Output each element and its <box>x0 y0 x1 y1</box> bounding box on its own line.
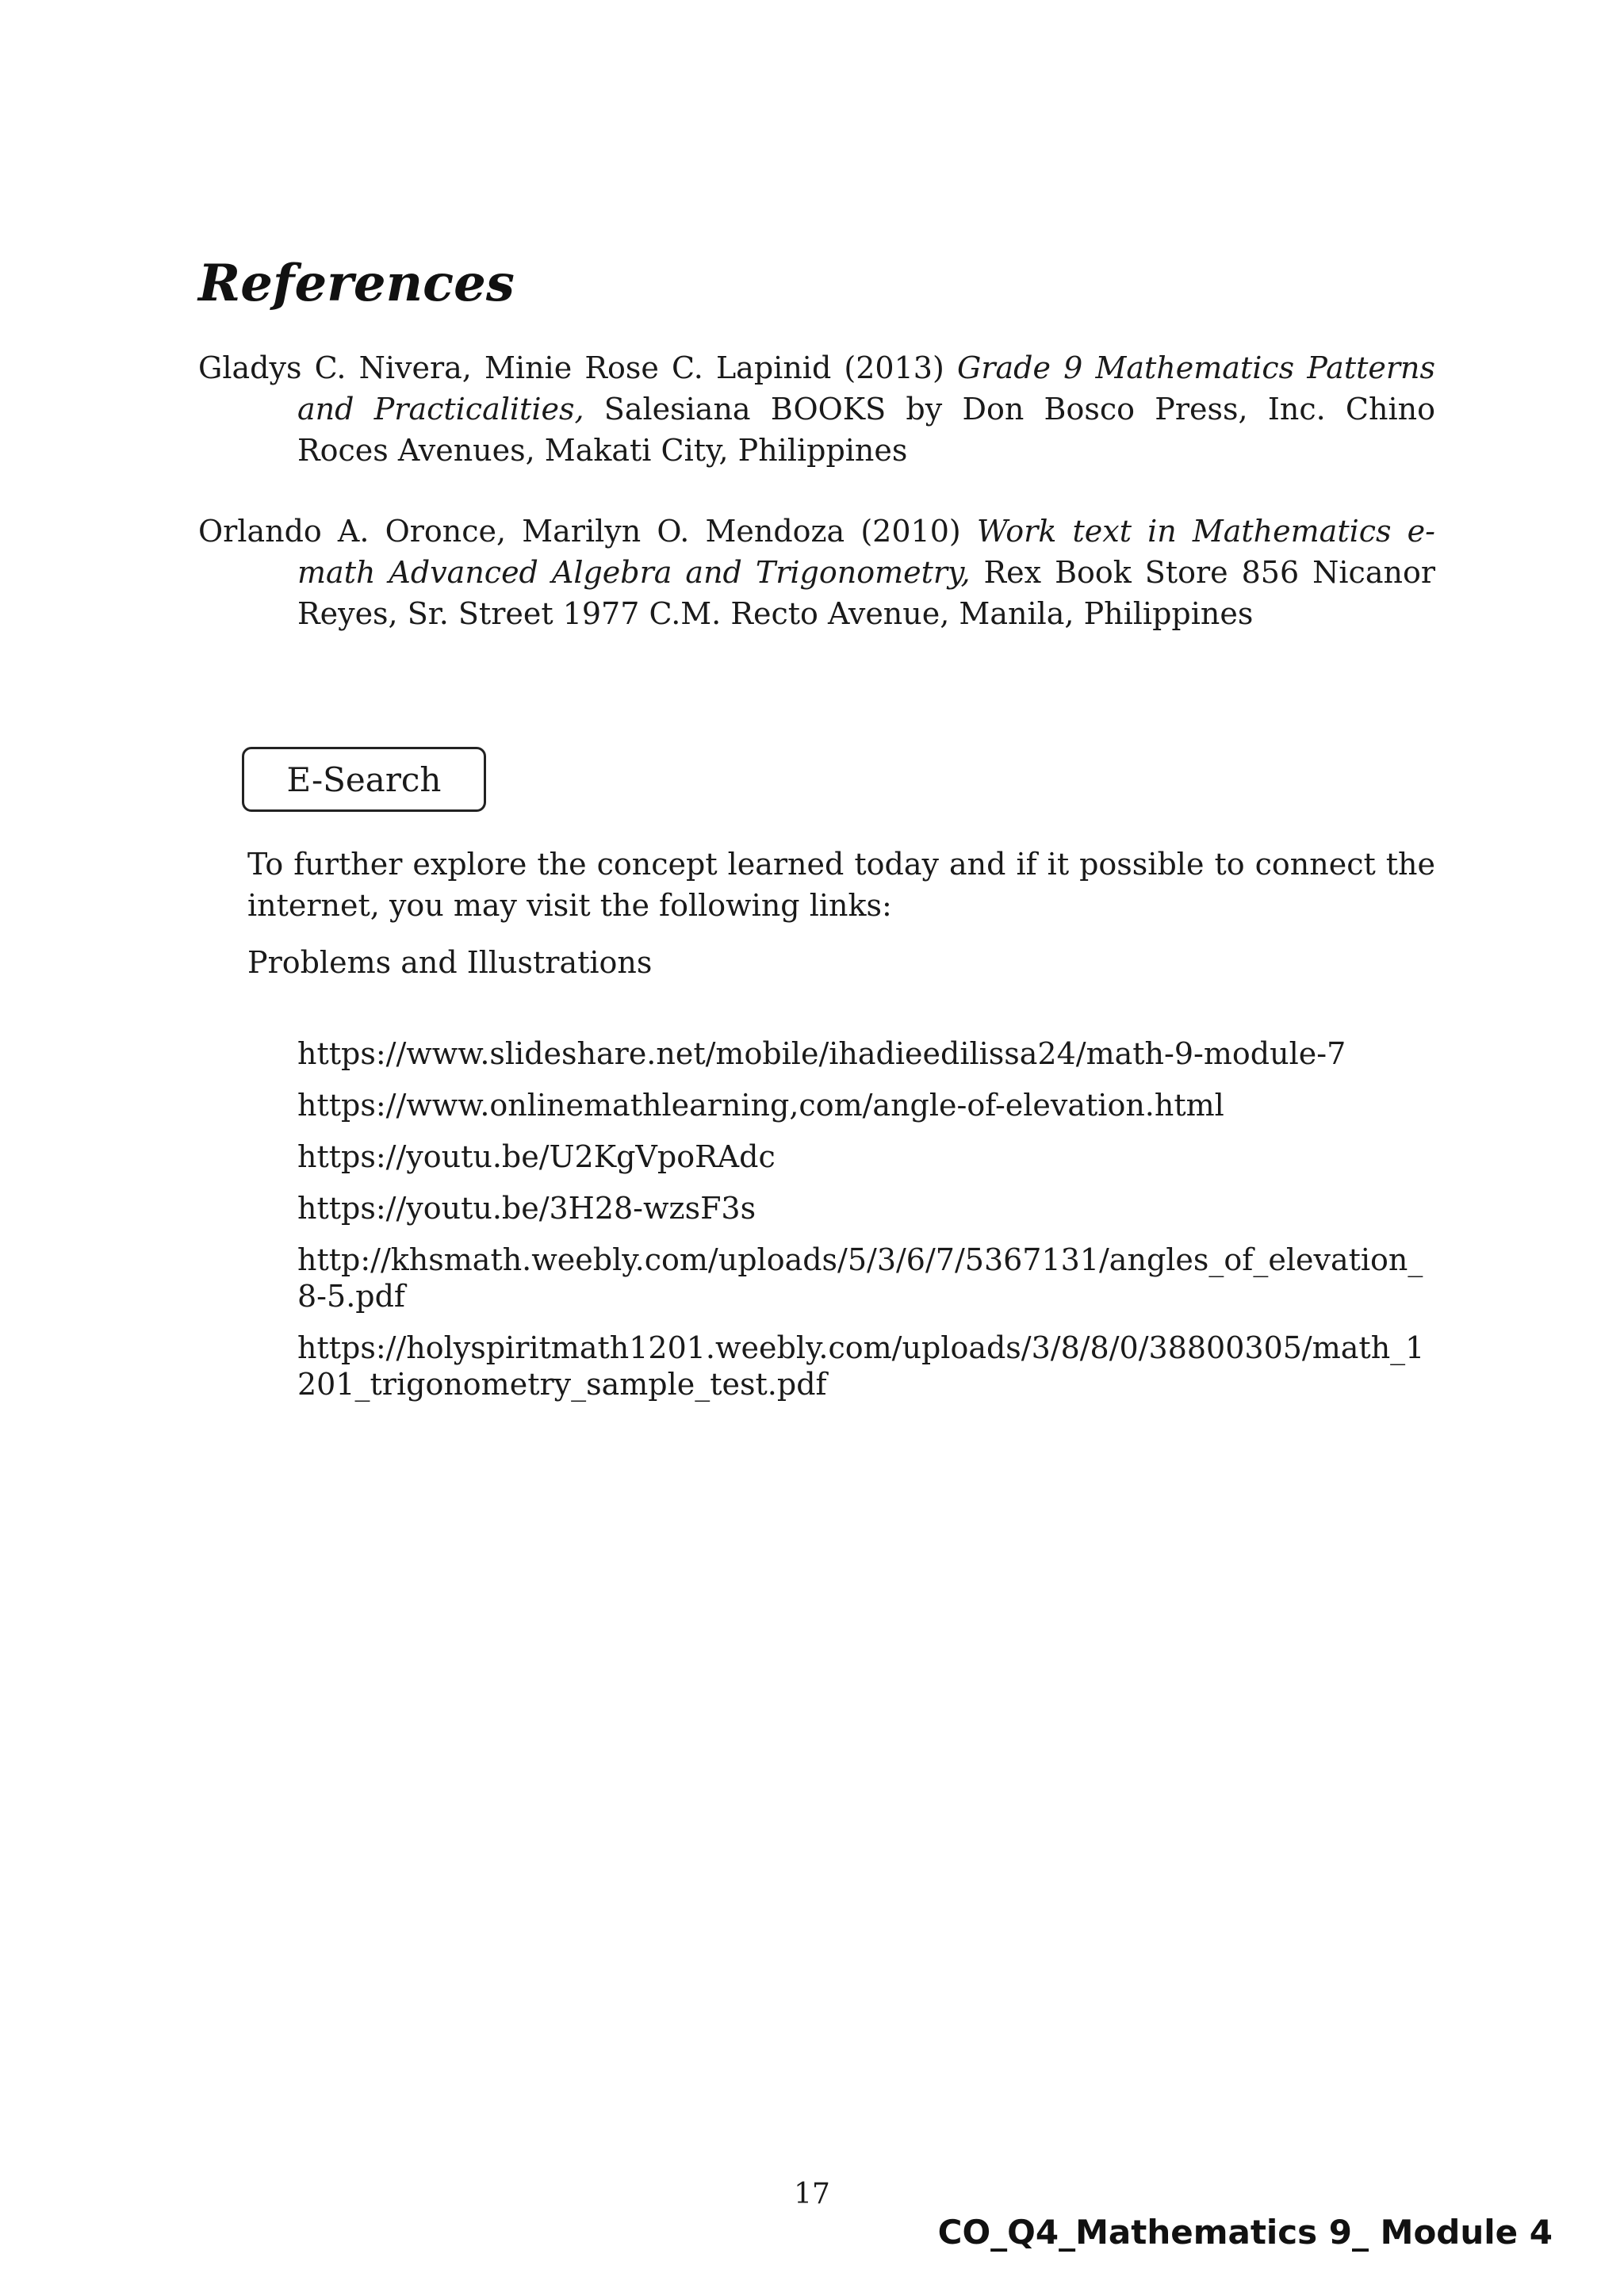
link-item[interactable]: https://www.slideshare.net/mobile/ihadieedilissa24/math-9-module-7 <box>297 1036 1346 1071</box>
reference-book-title: Grade 9 Mathematics Patterns and Practicalities, <box>297 350 1436 427</box>
link-item[interactable]: https://youtu.be/U2KgVpoRAdc <box>297 1139 776 1174</box>
e-search-label-box <box>242 747 486 812</box>
e-search-label: E-Search <box>286 760 442 799</box>
link-item[interactable]: https://youtu.be/3H28-wzsF3s <box>297 1191 756 1226</box>
references-heading: References <box>198 254 515 313</box>
reference-book-title: Work text in Mathematics e-math Advanced Algebra and Trigonometry, <box>297 514 1435 590</box>
link-item[interactable]: http://khsmath.weebly.com/uploads/5/3/6/7/5367131/angles_of_elevation_8-5.pdf <box>297 1242 1423 1314</box>
link-list <box>297 1035 1439 1418</box>
reference-authors: Orlando A. Oronce, Marilyn O. Mendoza (2010) <box>198 514 977 549</box>
page-number: 17 <box>794 2178 830 2210</box>
reference-entry <box>198 511 1435 634</box>
reference-authors: Gladys C. Nivera, Minie Rose C. Lapinid (2013) <box>198 350 957 385</box>
link-item[interactable]: https://holyspiritmath1201.weebly.com/uploads/3/8/8/0/38800305/math_1201_trigonometry_sample_test.pdf <box>297 1330 1425 1402</box>
link-item[interactable]: https://www.onlinemathlearning,com/angle-of-elevation.html <box>297 1088 1224 1123</box>
module-code-footer: CO_Q4_Mathematics 9_ Module 4 <box>937 2213 1553 2252</box>
reference-entry <box>198 347 1435 471</box>
e-search-intro: To further explore the concept learned today and if it possible to connect the internet, you may visit the following links: <box>247 847 1435 923</box>
reference-publisher: Salesiana BOOKS by Don Bosco Press, Inc. Chino Roces Avenues, Makati City, Philippines <box>297 392 1435 468</box>
links-section-label: Problems and Illustrations <box>247 945 653 980</box>
reference-publisher: Rex Book Store 856 Nicanor Reyes, Sr. Street 1977 C.M. Recto Avenue, Manila, Philippines <box>297 555 1435 631</box>
